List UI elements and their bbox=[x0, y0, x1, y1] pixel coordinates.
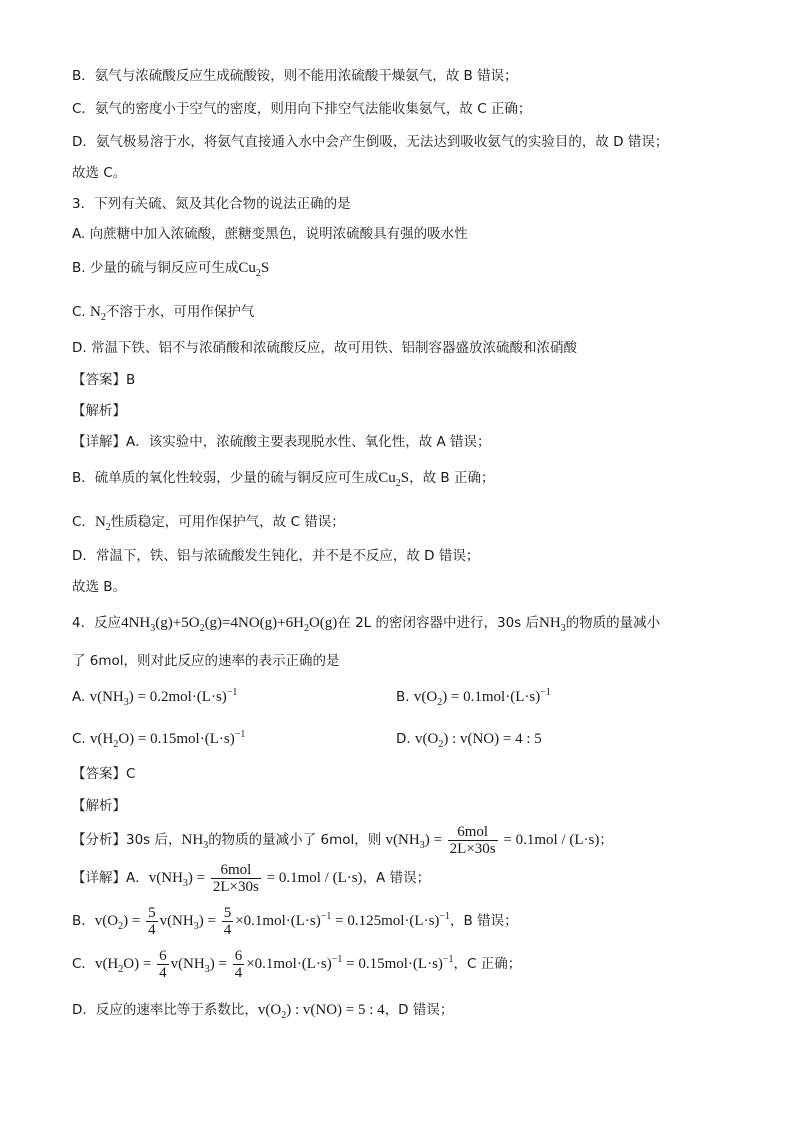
question-4-stem-line2: 了 6mol，则对此反应的速率的表示正确的是 bbox=[72, 653, 340, 669]
analysis-4-heading: 【解析】 bbox=[72, 798, 126, 814]
text-line: D．氨气极易溶于水，将氨气直接通入水中会产生倒吸，无法达到吸收氨气的实验目的，故 D 错误； bbox=[72, 134, 669, 150]
detail-4-c: C．$v(H_2O)$ = $\frac{6}{4}$ $v(NH_3)$ = $\frac{6}{4}$ $\times 0.1mol\cdot(L\cdot s)^{-1} = 0.15mol\cdot(L\cdot s)^{-1}$，C 正确； bbox=[72, 948, 522, 981]
detail-4-d: D．反应的速率比等于系数比，$v(O_2)$ : v(NO) = 5 : 4，D 错误； bbox=[72, 1002, 454, 1021]
detail-3-d: D．常温下，铁、铝与浓硫酸发生钝化，并不是不反应，故 D 错误； bbox=[72, 548, 480, 564]
answer-4: 【答案】C bbox=[72, 766, 136, 782]
answer-3: 【答案】B bbox=[72, 372, 136, 388]
detail-4-b: B．$v(O_2)$ = $\frac{5}{4}$ $v(NH_3)$ = $\frac{5}{4}$ $\times 0.1mol\cdot(L\cdot s)^{-1} = 0.125mol\cdot(L\cdot s)^{-1}$，B 错误； bbox=[72, 905, 518, 938]
question-3-option-a: A. 向蔗糖中加入浓硫酸，蔗糖变黑色，说明浓硫酸具有强的吸水性 bbox=[72, 226, 468, 242]
question-4-option-b: B. $v(O_2) = 0.1mol\cdot(L\cdot s)^{-1}$ bbox=[396, 687, 551, 708]
text-line: C．氨气的密度小于空气的密度，则用向下排空气法能收集氨气，故 C 正确； bbox=[72, 101, 532, 117]
detail-3-b: B．硫单质的氧化性较弱，少量的硫与铜反应可生成$Cu_2S$，故 B 正确； bbox=[72, 470, 495, 489]
question-4-options-row1: A. $v(NH_3) = 0.2mol\cdot(L\cdot s)^{-1}$ bbox=[72, 687, 238, 708]
detail-4-a: 【详解】A．$v(NH_3)$ = $\frac{\text{6mol}}{2L\times 30s}$ = 0.1mol / (L·s)，A 错误； bbox=[72, 862, 431, 895]
analysis-4-text: 【分析】30s 后，$NH_3$的物质的量减小了 6mol，则 $v(NH_3)$ = $\frac{\text{6mol}}{2L\times 30s}$ = 0.1mol / (L·s)； bbox=[72, 824, 613, 857]
question-3-option-c: C. $N_2$不溶于水，可用作保护气 bbox=[72, 304, 255, 323]
question-4-stem: 4．反应$4NH_3(g)+5O_2(g)=4NO(g)+6H_2O(g)$在 2L 的密闭容器中进行，30s 后$NH_3$的物质的量减小 bbox=[72, 615, 661, 634]
question-3-option-d: D. 常温下铁、铝不与浓硝酸和浓硫酸反应，故可用铁、铝制容器盛放浓硫酸和浓硝酸 bbox=[72, 340, 577, 356]
question-4-option-d: D. $v(O_2)$ : v(NO) = 4 : 5 bbox=[396, 731, 542, 750]
detail-3-a: 【详解】A．该实验中，浓硫酸主要表现脱水性、氧化性，故 A 错误； bbox=[72, 434, 491, 450]
text-line: 故选 C。 bbox=[72, 165, 127, 181]
question-4-option-c: C. $v(H_2O) = 0.15mol\cdot(L\cdot s)^{-1}$ bbox=[72, 729, 246, 750]
analysis-3-heading: 【解析】 bbox=[72, 403, 126, 419]
question-3-option-b: B. 少量的硫与铜反应可生成$Cu_2S$ bbox=[72, 260, 270, 279]
text-line: B．氨气与浓硫酸反应生成硫酸铵，则不能用浓硫酸干燥氨气，故 B 错误； bbox=[72, 68, 518, 84]
detail-3-c: C．$N_2$性质稳定，可用作保护气，故 C 错误； bbox=[72, 514, 345, 533]
question-3-stem: 3．下列有关硫、氮及其化合物的说法正确的是 bbox=[72, 196, 351, 212]
conclusion-3: 故选 B。 bbox=[72, 579, 127, 595]
